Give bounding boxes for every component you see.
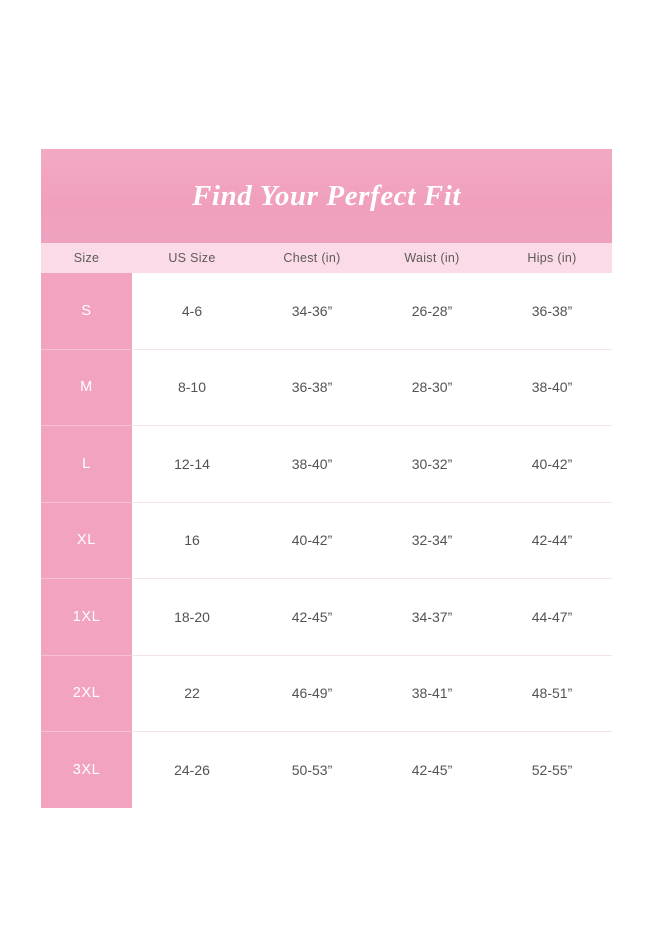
cell-us-size: 22 bbox=[132, 655, 252, 732]
cell-waist: 34-37” bbox=[372, 579, 492, 656]
cell-hips: 38-40” bbox=[492, 349, 612, 426]
cell-chest: 36-38” bbox=[252, 349, 372, 426]
cell-hips: 52-55” bbox=[492, 732, 612, 808]
cell-size: XL bbox=[41, 502, 132, 579]
column-header-us-size: US Size bbox=[132, 243, 252, 273]
cell-hips: 48-51” bbox=[492, 655, 612, 732]
cell-waist: 42-45” bbox=[372, 732, 492, 808]
cell-waist: 30-32” bbox=[372, 426, 492, 503]
chart-title-bar bbox=[41, 149, 612, 243]
cell-chest: 34-36” bbox=[252, 273, 372, 349]
cell-us-size: 18-20 bbox=[132, 579, 252, 656]
cell-waist: 28-30” bbox=[372, 349, 492, 426]
column-header-chest: Chest (in) bbox=[252, 243, 372, 273]
column-header-waist: Waist (in) bbox=[372, 243, 492, 273]
table-row bbox=[41, 273, 612, 349]
cell-hips: 40-42” bbox=[492, 426, 612, 503]
cell-chest: 50-53” bbox=[252, 732, 372, 808]
cell-hips: 36-38” bbox=[492, 273, 612, 349]
cell-chest: 42-45” bbox=[252, 579, 372, 656]
table-row bbox=[41, 732, 612, 808]
cell-chest: 40-42” bbox=[252, 502, 372, 579]
cell-size: 2XL bbox=[41, 655, 132, 732]
table-row bbox=[41, 349, 612, 426]
size-chart bbox=[41, 149, 612, 808]
table-row bbox=[41, 579, 612, 656]
cell-size: L bbox=[41, 426, 132, 503]
table-row bbox=[41, 502, 612, 579]
cell-size: M bbox=[41, 349, 132, 426]
cell-size: 3XL bbox=[41, 732, 132, 808]
cell-us-size: 12-14 bbox=[132, 426, 252, 503]
cell-us-size: 16 bbox=[132, 502, 252, 579]
column-header-hips: Hips (in) bbox=[492, 243, 612, 273]
page-title: Find Your Perfect Fit bbox=[191, 179, 462, 212]
cell-hips: 44-47” bbox=[492, 579, 612, 656]
table-body bbox=[41, 273, 612, 808]
cell-us-size: 4-6 bbox=[132, 273, 252, 349]
cell-us-size: 8-10 bbox=[132, 349, 252, 426]
cell-size: S bbox=[41, 273, 132, 349]
size-chart-table bbox=[41, 243, 612, 808]
cell-waist: 32-34” bbox=[372, 502, 492, 579]
cell-chest: 46-49” bbox=[252, 655, 372, 732]
cell-waist: 38-41” bbox=[372, 655, 492, 732]
table-header-row bbox=[41, 243, 612, 273]
cell-chest: 38-40” bbox=[252, 426, 372, 503]
column-header-size: Size bbox=[41, 243, 132, 273]
table-row bbox=[41, 655, 612, 732]
cell-size: 1XL bbox=[41, 579, 132, 656]
cell-hips: 42-44” bbox=[492, 502, 612, 579]
cell-waist: 26-28” bbox=[372, 273, 492, 349]
cell-us-size: 24-26 bbox=[132, 732, 252, 808]
table-row bbox=[41, 426, 612, 503]
table-header bbox=[41, 243, 612, 273]
